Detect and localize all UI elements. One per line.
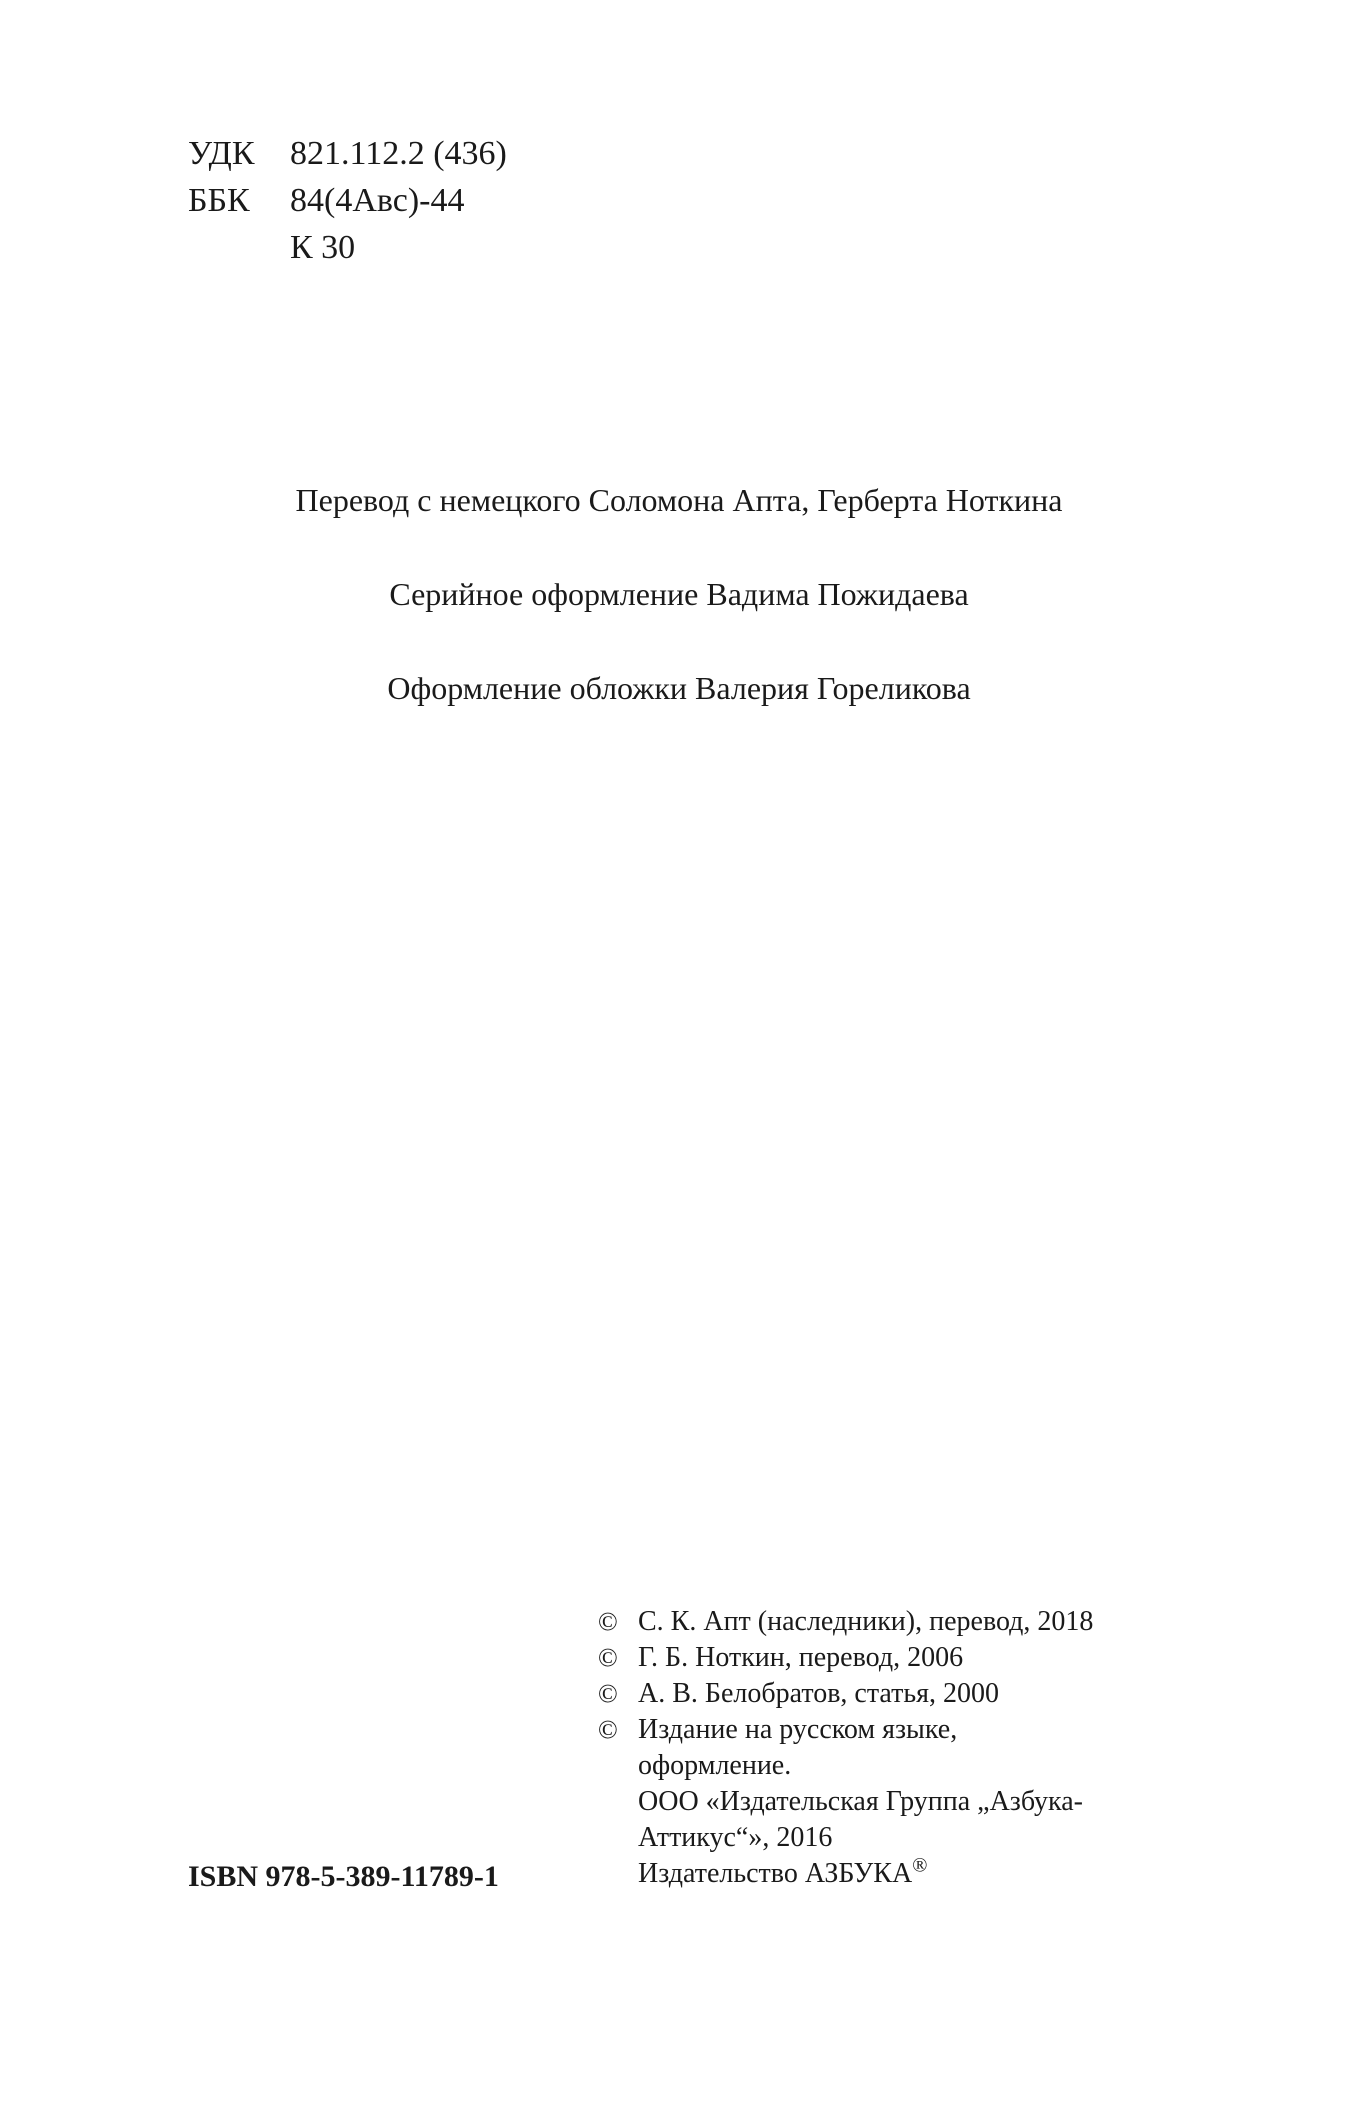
udk-label: УДК	[188, 135, 255, 172]
udk-row	[188, 130, 507, 177]
publisher-name: Издательство АЗБУКА	[638, 1858, 913, 1889]
author-mark-row	[188, 224, 507, 271]
copyright-line: Издание на русском языке,	[638, 1714, 958, 1745]
cover-design-credit: Оформление обложки Валерия Гореликова	[387, 670, 971, 706]
copyright-item	[598, 1676, 1093, 1712]
isbn: ISBN 978-5-389-11789-1	[188, 1860, 499, 1893]
credits-block	[0, 480, 1358, 708]
copyright-line: С. К. Апт (наследники), перевод, 2018	[638, 1606, 1094, 1637]
copyright-item	[598, 1604, 1093, 1640]
copyright-symbol: ©	[598, 1607, 618, 1636]
copyright-line: ООО «Издательская Группа „Азбука-	[638, 1786, 1083, 1817]
copyright-line: оформление.	[638, 1750, 792, 1781]
copyright-line: Г. Б. Ноткин, перевод, 2006	[638, 1642, 964, 1673]
translation-credit: Перевод с немецкого Соломона Апта, Герберта Ноткина	[295, 482, 1063, 518]
bbk-value: 84(4Авс)-44	[290, 182, 465, 219]
copyright-item	[598, 1712, 1093, 1892]
series-design-credit: Серийное оформление Вадима Пожидаева	[389, 576, 969, 612]
udk-value: 821.112.2 (436)	[290, 135, 507, 172]
publisher-line	[638, 1856, 1083, 1892]
registered-mark: ®	[912, 1854, 928, 1877]
copyright-symbol: ©	[598, 1715, 618, 1744]
copyright-symbol: ©	[598, 1679, 618, 1708]
copyright-symbol: ©	[598, 1643, 618, 1672]
classification-block	[188, 130, 507, 271]
copyright-line: А. В. Белобратов, статья, 2000	[638, 1678, 1000, 1709]
copyright-item	[598, 1640, 1093, 1676]
copyright-line: Аттикус“», 2016	[638, 1822, 833, 1853]
author-mark: К 30	[290, 229, 356, 266]
copyright-block	[598, 1604, 1093, 1892]
bbk-row	[188, 177, 507, 224]
bbk-label: ББК	[188, 182, 250, 219]
